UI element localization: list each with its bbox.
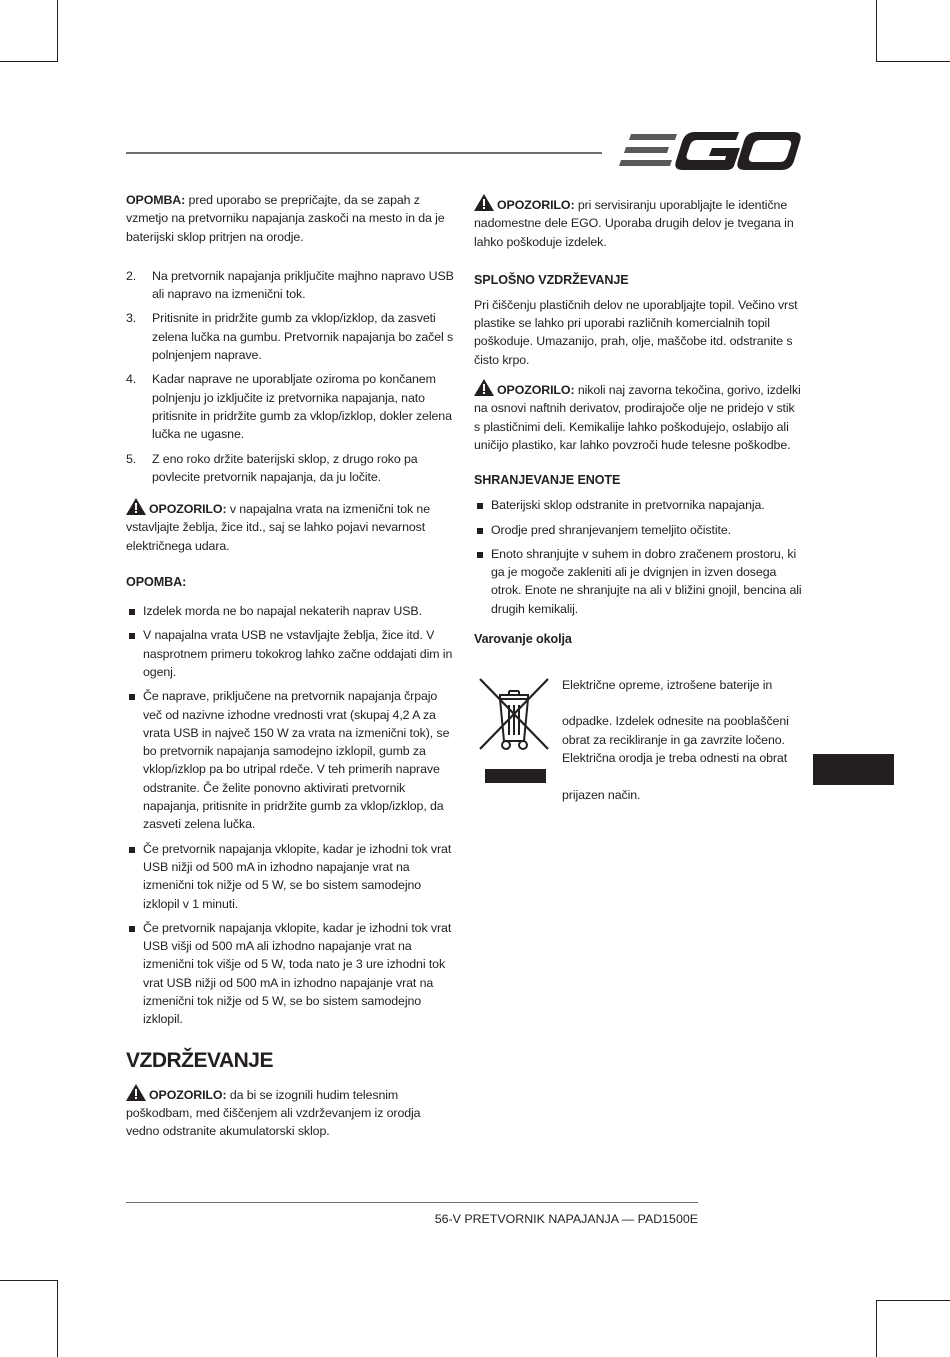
bullet-text: Baterijski sklop odstranite in pretvornika napajanja. — [491, 498, 765, 513]
bullet-square-icon — [129, 609, 135, 615]
note-paragraph — [126, 191, 456, 246]
list-item — [126, 840, 456, 913]
bullet-square-icon — [129, 694, 135, 700]
list-item — [126, 687, 456, 833]
list-item — [126, 450, 456, 487]
list-item — [126, 919, 456, 1029]
environment-line: prijazen način. — [562, 788, 641, 803]
step-text: Na pretvornik napajanja priključite majhno napravo USB ali napravo na izmenični tok. — [152, 268, 454, 302]
bullet-square-icon — [129, 847, 135, 853]
step-text: Z eno roko držite baterijski sklop, z drugo roko pa povlecite pretvornik napajanja, da ju ločite. — [152, 451, 418, 484]
step-number: 5. — [126, 451, 137, 466]
warning-text: pri servisiranju uporabljajte le identične nadomestne dele EGO. Uporaba drugih delov je tvegana in lahko poškoduje izdelek. — [474, 198, 794, 249]
list-item — [474, 545, 804, 618]
warning-triangle-icon — [474, 194, 494, 211]
general-maintenance-heading: SPLOŠNO VZDRŽEVANJE — [474, 272, 629, 287]
environment-line: odpadke. Izdelek odnesite na pooblaščeni obrat za recikliranje in ga zavrzite ločeno. Električna orodja je treba odnesti na obrat — [562, 714, 789, 765]
ego-logo-icon — [617, 128, 803, 174]
list-item — [126, 626, 456, 681]
bullet-text: Če pretvornik napajanja vklopite, kadar je izhodni tok vrat USB nižji od 500 mA in izhodno napajanje vrat na izmenični tok nižje od 5 W, se bo sistem samodejno izklopil v 1 minuti. — [143, 841, 452, 911]
header-rule — [126, 152, 602, 154]
section-tab — [813, 754, 894, 785]
brand-logo — [617, 128, 803, 174]
bullet-text: V napajalna vrata USB ne vstavljajte žeblja, žice itd. V nasprotnem primeru tokokrog lahko začne oddajati dim in ogenj. — [143, 628, 453, 679]
warning-paragraph — [126, 498, 456, 555]
warning-label: OPOZORILO: — [497, 198, 575, 212]
bullet-text: Če naprave, priključene na pretvornik napajanja črpajo več od nazivne izhodne vrednosti vrat (skupaj 4,2 A za vrata USB in največ 150 W za vrata na izmenični tok), se bo pretvornik napajanja samodejno izklopil, gumb za vklop/izklop pa bo utripal rdeče. V teh primerih naprave odstranite. Če želite ponovno aktivirati pretvornik napajanja, pritisnite in pridržite gumb za vklop/izklop, da zasveti zelena lučka. — [143, 689, 450, 832]
list-item — [126, 267, 456, 304]
list-item — [474, 521, 804, 539]
crop-mark — [876, 0, 877, 62]
storage-heading: SHRANJEVANJE ENOTE — [474, 473, 621, 488]
environment-text — [562, 676, 802, 804]
crop-mark — [57, 1280, 58, 1357]
warning-paragraph — [474, 194, 804, 251]
warning-paragraph — [474, 379, 804, 454]
bullet-text: Enoto shranjujte v suhem in dobro zračenem prostoru, ki ga je mogoče zakleniti ali je dvignjen in izven dosega otrok. Enote ne shranjujte na ali v bližini gnojil, bencina ali drugih kemikalij. — [491, 546, 802, 616]
footer-text: 56-V PRETVORNIK NAPAJANJA — PAD1500E — [434, 1212, 698, 1226]
note-label: OPOMBA: — [126, 193, 186, 207]
bullet-square-icon — [477, 552, 483, 558]
warning-label: OPOZORILO: — [149, 1087, 227, 1102]
crop-mark — [57, 0, 58, 62]
list-item — [126, 602, 456, 620]
warning-paragraph — [126, 1084, 456, 1141]
bullet-text: Izdelek morda ne bo napajal nekaterih naprav USB. — [143, 604, 422, 619]
list-item — [126, 370, 456, 443]
step-text: Pritisnite in pridržite gumb za vklop/izklop, da zasveti zelena lučka na gumbu. Pretvornik napajanja bo začel s polnjenjem naprave. — [152, 311, 454, 363]
section-title: VZDRŽEVANJE — [126, 1048, 273, 1072]
step-number: 2. — [126, 268, 137, 283]
left-column — [126, 191, 456, 1140]
crop-mark — [876, 61, 950, 62]
note-bullet-list — [126, 602, 456, 1029]
footer-rule — [126, 1202, 698, 1203]
list-item — [126, 309, 456, 364]
list-item — [474, 496, 804, 514]
environment-heading: Varovanje okolja — [474, 632, 572, 647]
crop-mark — [0, 61, 58, 62]
bullet-square-icon — [129, 926, 135, 932]
warning-text: da bi se izognili hudim telesnim poškodbam, med čiščenjem ali vzdrževanjem iz orodja vedno odstranite akumulatorski sklop. — [126, 1087, 421, 1139]
warning-triangle-icon — [474, 379, 494, 396]
environment-line: Električne opreme, iztrošene baterije in — [562, 678, 773, 692]
warning-text: nikoli naj zavorna tekočina, gorivo, izdelki na osnovi naftnih derivatov, prodirajoče olje ne pridejo v stik s plastičnimi deli. Kemikalije lahko poškodujejo, oslabijo ali uničijo plastiko, kar lahko povzroči hude telesne poškodbe. — [474, 383, 801, 452]
warning-triangle-icon — [126, 1084, 146, 1101]
note-heading: OPOMBA: — [126, 575, 187, 590]
bullet-square-icon — [477, 503, 483, 509]
bullet-square-icon — [129, 633, 135, 639]
bullet-text: Če pretvornik napajanja vklopite, kadar je izhodni tok vrat USB višji od 500 mA ali izhodno napajanje vrat na izmenični tok višje od 5 W, toda nato je 3 ure izhodni tok vrat USB nižji od 500 mA in izhodno napajanje vrat na izmenični tok nižje od 5 W, se bo sistem samodejno izklopil. — [143, 920, 452, 1027]
note-text: pred uporabo se prepričajte, da se zapah z vzmetjo na pretvorniku napajanja zaskoči na mesto in da je baterijski sklop pritrjen na orodje. — [126, 193, 445, 244]
bullet-square-icon — [477, 528, 483, 534]
bullet-text: Orodje pred shranjevanjem temeljito očistite. — [491, 522, 731, 537]
steps-list — [126, 267, 456, 486]
step-number: 4. — [126, 372, 137, 387]
warning-label: OPOZORILO: — [497, 383, 575, 398]
right-column — [474, 194, 804, 648]
storage-bullet-list — [474, 496, 804, 618]
warning-text: v napajalna vrata na izmenični tok ne vstavljajte žeblja, žice itd., saj se lahko pojavi nevarnost električnega udara. — [126, 502, 431, 553]
warning-triangle-icon — [126, 498, 146, 515]
general-maintenance-text: Pri čiščenju plastičnih delov ne uporabljajte topil. Večino vrst plastike se lahko pri uporabi različnih komercialnih topil poškoduje. Umazanijo, prah, olje, maščobe itd. odstranite s čisto krpo. — [474, 297, 798, 367]
crop-mark — [0, 1280, 58, 1281]
step-text: Kadar naprave ne uporabljate oziroma po končanem polnjenju jo izključite iz pretvornika napajanja, nato pritisnite in pridržite gumb za vklop/izklop, dokler zelena lučka ne ugasne. — [152, 372, 452, 442]
warning-label: OPOZORILO: — [149, 502, 227, 517]
crop-mark — [876, 1300, 950, 1301]
crop-mark — [876, 1300, 877, 1357]
crossed-bin-icon — [476, 675, 552, 785]
weee-symbol — [476, 675, 552, 785]
step-number: 3. — [126, 311, 137, 326]
